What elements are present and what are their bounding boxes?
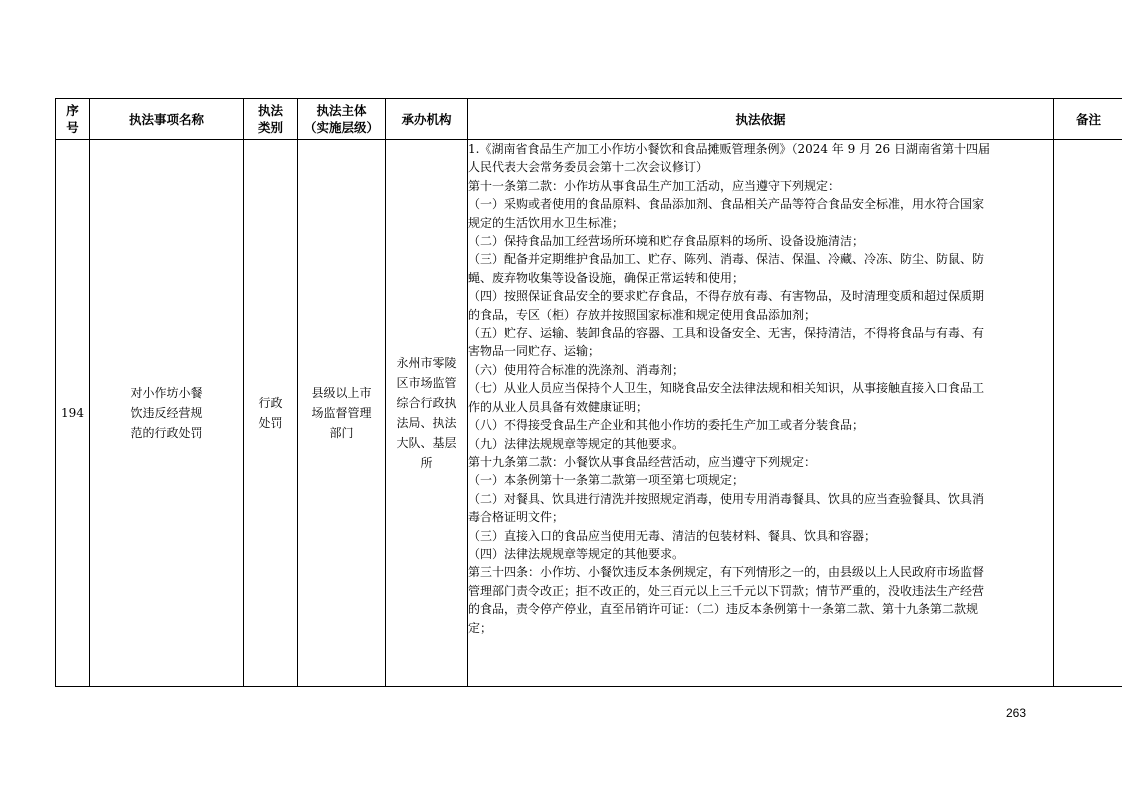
cell-basis [468,140,1054,687]
basis-line: 第十九条第二款：小餐饮从事食品经营活动，应当遵守下列规定： [468,454,817,469]
header-agency: 承办机构 [386,99,468,140]
basis-line: （一）采购或者使用的食品原料、食品添加剂、食品相关产品等符合食品安全标准，用水符合国家 [468,197,985,212]
header-subject [298,99,386,140]
header-subject-line-2: （实施层级） [303,120,379,135]
cell-subject-line: 县级以上市 [311,386,372,400]
basis-line: 人民代表大会常务委员会第十二次会议修订） [468,160,709,175]
basis-line: （二）对餐具、饮具进行清洗并按照规定消毒，使用专用消毒餐具、饮具的应当查验餐具、饮具消 [468,491,985,506]
header-seq [56,99,90,140]
cell-category-line: 行政 [258,396,283,410]
header-name: 执法事项名称 [90,99,244,140]
basis-line: 1.《湖南省食品生产加工小作坊小餐饮和食品摊贩管理条例》（2024 年 9 月 26 日湖南省第十四届 [468,142,990,156]
basis-line: （一）本条例第十一条第二款第一项至第七项规定； [468,473,745,488]
basis-line: 毒合格证明文件； [468,510,565,525]
header-subject-line-1: 执法主体 [316,103,367,118]
basis-line: （三）配备并定期维护食品加工、贮存、陈列、消毒、保洁、保温、冷藏、冷冻、防尘、防鼠、防 [468,252,985,267]
basis-line: （四）按照保证食品安全的要求贮存食品，不得存放有毒、有害物品，及时清理变质和超过保质期 [468,289,985,304]
basis-line: （三）直接入口的食品应当使用无毒、清洁的包装材料、餐具、饮具和容器； [468,528,877,543]
basis-line: （八）不得接受食品生产企业和其他小作坊的委托生产加工或者分装食品； [468,418,865,433]
basis-line: 定； [468,620,493,635]
basis-line: 的食品，责令停产停业，直至吊销许可证：（二）违反本条例第十一条第二款、第十九条第二款规 [468,602,979,617]
basis-line: 规定的生活饮用水卫生标准； [468,215,625,230]
cell-name-line: 饮违反经营规 [130,406,203,420]
basis-line: 作的从业人员具备有效健康证明； [468,399,649,414]
page-number: 263 [1006,706,1027,720]
basis-line: （二）保持食品加工经营场所环境和贮存食品原料的场所、设备设施清洁； [468,234,865,249]
cell-agency [386,140,468,687]
cell-name-line: 范的行政处罚 [130,426,203,440]
basis-line: 蝇、废弃物收集等设备设施，确保正常运转和使用； [468,270,745,285]
enforcement-table [55,98,1122,687]
cell-agency-line: 所 [420,456,433,470]
cell-category [244,140,298,687]
cell-subject [298,140,386,687]
basis-line: （六）使用符合标准的洗涤剂、消毒剂； [468,362,685,377]
header-basis: 执法依据 [468,99,1054,140]
basis-line: （九）法律法规规章等规定的其他要求。 [468,436,685,451]
cell-name [90,140,244,687]
cell-agency-line: 法局、执法 [396,416,457,430]
basis-line: （四）法律法规规章等规定的其他要求。 [468,546,685,561]
basis-line: 第十一条第二款：小作坊从事食品生产加工活动，应当遵守下列规定： [468,178,841,193]
cell-agency-line: 大队、基层 [396,436,457,450]
header-row [56,99,1122,140]
header-category [244,99,298,140]
basis-line: （五）贮存、运输、装卸食品的容器、工具和设备安全、无害，保持清洁，不得将食品与有毒、有 [468,326,985,341]
basis-line: （七）从业人员应当保持个人卫生，知晓食品安全法律法规和相关知识，从事接触直接入口食品工 [468,381,985,396]
basis-line: 的食品，专区（柜）存放并按照国家标准和规定使用食品添加剂； [468,307,817,322]
cell-subject-line: 场监督管理 [311,406,372,420]
cell-subject-line: 部门 [329,426,354,440]
table-row [56,140,1122,687]
header-category-line-1: 执法 [257,103,283,118]
header-category-line-2: 类别 [257,120,283,135]
header-seq-line-1: 序 [66,103,79,118]
cell-agency-line: 区市场监管 [396,376,457,390]
cell-agency-line: 综合行政执 [396,396,457,410]
cell-agency-line: 永州市零陵 [396,356,457,370]
header-seq-line-2: 号 [66,120,79,135]
cell-remark [1054,140,1122,687]
basis-line: 害物品一同贮存、运输； [468,344,601,359]
header-remark: 备注 [1054,99,1122,140]
cell-name-line: 对小作坊小餐 [130,386,203,400]
cell-category-line: 处罚 [258,416,283,430]
basis-line: 第三十四条：小作坊、小餐饮违反本条例规定，有下列情形之一的，由县级以上人民政府市场监督 [468,565,985,580]
basis-line: 管理部门责令改正；拒不改正的，处三百元以上三千元以下罚款；情节严重的，没收违法生产经营 [468,583,985,598]
cell-seq: 194 [56,140,90,687]
